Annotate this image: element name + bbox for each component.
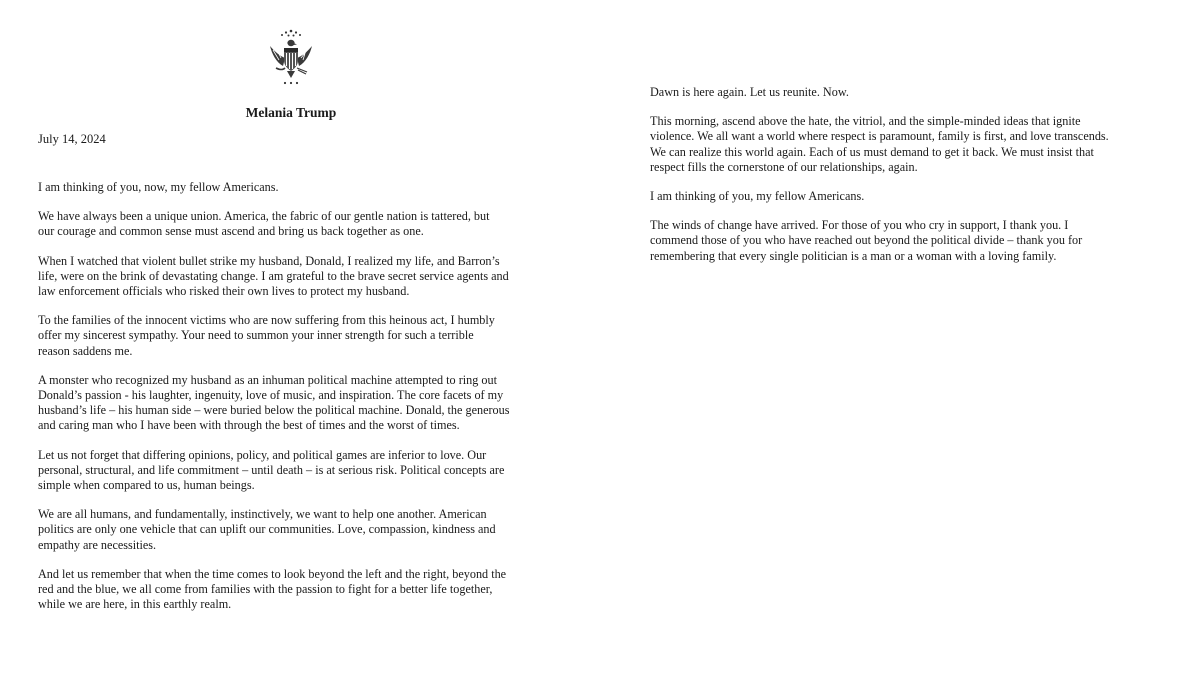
paragraph-line: I am thinking of you, now, my fellow Americans. — [38, 180, 279, 194]
paragraph-line: our courage and common sense must ascend and bring us back together as one. — [38, 224, 424, 239]
letter-paragraph — [38, 373, 558, 434]
paragraph-line: This morning, ascend above the hate, the vitriol, and the simple-minded ideas that ignite — [650, 114, 1081, 129]
great-seal-eagle-icon — [266, 28, 316, 86]
letter-paragraph — [650, 189, 1170, 204]
paragraph-line: And let us remember that when the time comes to look beyond the left and the right, beyond the — [38, 566, 507, 581]
paragraph-line: A monster who recognized my husband as an inhuman political machine attempted to ring out — [38, 372, 497, 387]
letter-paragraph — [650, 85, 1170, 100]
paragraph-line: empathy are necessities. — [38, 537, 157, 552]
paragraph-line: We have always been a unique union. America, the fabric of our gentle nation is tattered, but — [38, 209, 490, 224]
letter-paragraph — [38, 448, 558, 494]
letter-author: Melania Trump — [245, 105, 337, 120]
paragraph-line: simple when compared to us, human beings. — [38, 478, 255, 493]
paragraph-line: and caring man who I have been with through the best of times and the worst of times. — [38, 418, 460, 433]
paragraph-line: law enforcement officials who risked their own lives to protect my husband. — [38, 284, 410, 299]
letter-paragraph — [650, 114, 1170, 175]
paragraph-line: Donald’s passion - his laughter, ingenuity, love of music, and inspiration. The core facets of my — [38, 388, 504, 403]
letter-paragraph — [38, 507, 558, 553]
paragraph-line: husband’s life – his human side – were buried below the political machine. Donald, the generous — [38, 403, 510, 418]
paragraph-line: red and the blue, we all come from families with the passion to fight for a better life together, — [38, 582, 493, 597]
paragraph-line: offer my sincerest sympathy. Your need to summon your inner strength for such a terrible — [38, 328, 474, 343]
paragraph-line: life, were on the brink of devastating change. I am grateful to the brave secret service agents and — [38, 268, 509, 283]
paragraph-line: When I watched that violent bullet strike my husband, Donald, I realized my life, and Barron’s — [38, 253, 500, 268]
paragraph-line: We can realize this world again. Each of us must demand to get it back. We must insist that — [650, 144, 1094, 159]
letter-paragraph — [38, 180, 558, 195]
letter-left-column — [38, 180, 558, 626]
paragraph-line: remembering that every single politician is a man or a woman with a loving family. — [650, 248, 1057, 263]
paragraph-line: reason saddens me. — [38, 343, 133, 358]
paragraph-line: politics are only one vehicle that can uplift our communities. Love, compassion, kindness and — [38, 522, 496, 537]
letter-paragraph — [38, 313, 558, 359]
paragraph-line: The winds of change have arrived. For those of you who cry in support, I thank you. I — [650, 218, 1069, 233]
paragraph-line: Dawn is here again. Let us reunite. Now. — [650, 85, 849, 99]
paragraph-line: We are all humans, and fundamentally, instinctively, we want to help one another. American — [38, 507, 487, 522]
paragraph-line: while we are here, in this earthly realm. — [38, 597, 232, 612]
paragraph-line: Let us not forget that differing opinions, policy, and political games are inferior to love. Our — [38, 447, 487, 462]
letter-right-column — [650, 85, 1170, 278]
paragraph-line: personal, structural, and life commitment – until death – is at serious risk. Political concepts are — [38, 462, 505, 477]
letter-paragraph — [38, 209, 558, 239]
letter-paragraph — [38, 567, 558, 613]
paragraph-line: respect fills the cornerstone of our relationships, again. — [650, 159, 918, 174]
letter-date: July 14, 2024 — [38, 132, 106, 146]
letter-paragraph — [650, 218, 1170, 264]
paragraph-line: commend those of you who have reached out beyond the political divide – thank you for — [650, 233, 1083, 248]
paragraph-line: To the families of the innocent victims who are now suffering from this heinous act, I humbly — [38, 313, 495, 328]
letter-paragraph — [38, 254, 558, 300]
paragraph-line: I am thinking of you, my fellow Americans. — [650, 189, 865, 204]
paragraph-line: violence. We all want a world where respect is paramount, family is first, and love transcends. — [650, 129, 1109, 144]
